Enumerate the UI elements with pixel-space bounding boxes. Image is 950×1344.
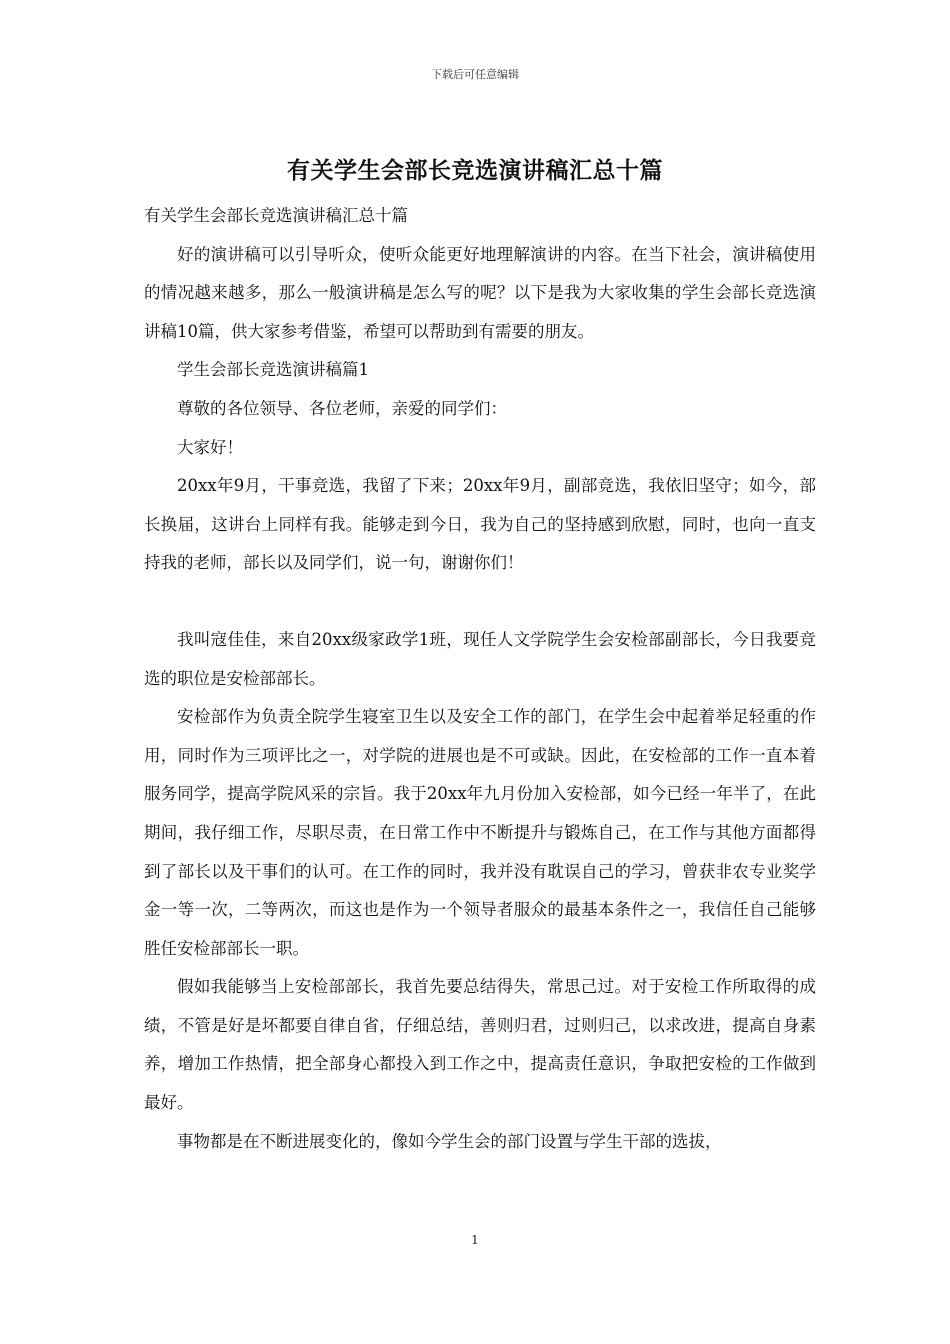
paragraph-greeting: 大家好！	[177, 437, 243, 457]
paragraph-self-intro: 我叫寇佳佳，来自20xx级家政学1班，现任人文学院学生会安检部副部长，今日我要竞选的职位是安检部部长。	[144, 629, 816, 688]
document-body	[144, 197, 816, 1161]
paragraph-salutation: 尊敬的各位领导、各位老师，亲爱的同学们：	[177, 398, 507, 418]
paragraph-department: 安检部作为负责全院学生寝室卫生以及安全工作的部门，在学生会中起着举足轻重的作用，同时作为三项评比之一，对学院的进展也是不可或缺。因此，在安检部的工作一直本着服务同学，提高学院风采的宗旨。我于20xx年九月份加入安检部，如今已经一年半了，在此期间，我仔细工作，尽职尽责，在日常工作中不断提升与锻炼自己，在工作与其他方面都得到了部长以及干事们的认可。在工作的同时，我并没有耽误自己的学习，曾获非农专业奖学金一等一次，二等两次，而这也是作为一个领导者服众的最基本条件之一，我信任自己能够胜任安检部部长一职。	[144, 707, 816, 958]
document-title: 有关学生会部长竞选演讲稿汇总十篇	[287, 157, 663, 184]
paragraph-intro: 好的演讲稿可以引导听众，使听众能更好地理解演讲的内容。在当下社会，演讲稿使用的情况越来越多，那么一般演讲稿是怎么写的呢？以下是我为大家收集的学生会部长竞选演讲稿10篇，供大家参考借鉴，希望可以帮助到有需要的朋友。	[144, 244, 816, 341]
paragraph-history: 20xx年9月，干事竞选，我留了下来；20xx年9月，副部竞选，我依旧坚守；如今，部长换届，这讲台上同样有我。能够走到今日，我为自己的坚持感到欣慰，同时，也向一直支持我的老师，部长以及同学们，说一句，谢谢你们！	[144, 476, 816, 573]
paragraph-change: 事物都是在不断进展变化的，像如今学生会的部门设置与学生干部的选拔，	[177, 1131, 722, 1151]
paragraph-subtitle: 有关学生会部长竞选演讲稿汇总十篇	[144, 206, 408, 225]
paragraph-section-heading: 学生会部长竞选演讲稿篇1	[177, 360, 369, 380]
header-note: 下载后可任意编辑	[431, 68, 519, 81]
page-number: 1	[471, 1233, 479, 1247]
paragraph-plan: 假如我能够当上安检部部长，我首先要总结得失，常思己过。对于安检工作所取得的成绩，不管是好是坏都要自律自省，仔细总结，善则归君，过则归己，以求改进，提高自身素养，增加工作热情，把全部身心都投入到工作之中，提高责任意识，争取把安检的工作做到最好。	[144, 977, 816, 1113]
